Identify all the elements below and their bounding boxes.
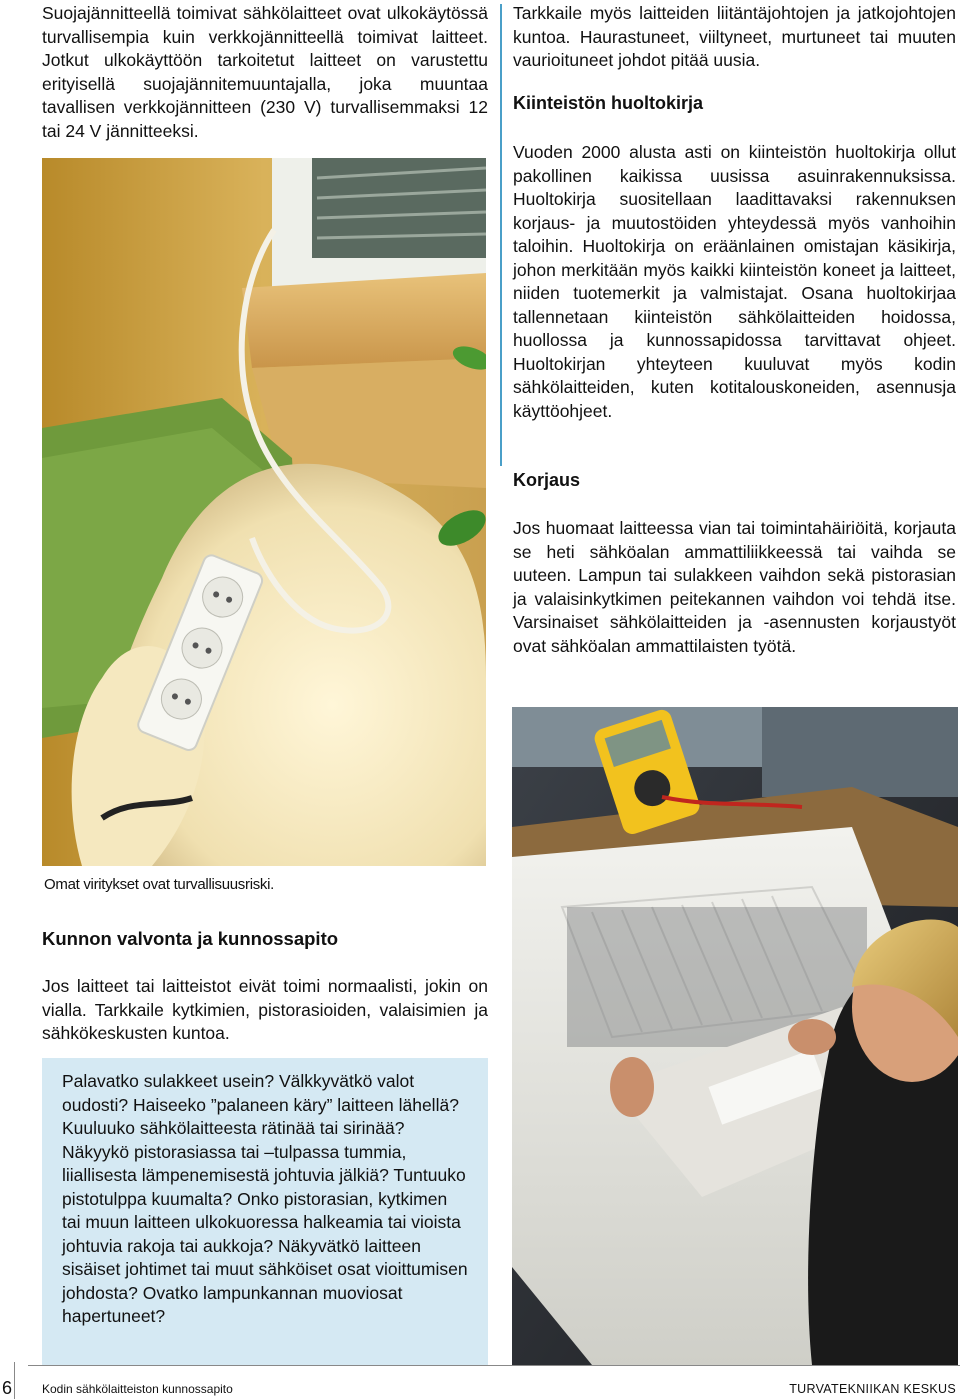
column-divider: [500, 4, 502, 466]
photo-extension-cord: [42, 158, 486, 866]
photo-caption: Omat viritykset ovat turvallisuusriski.: [44, 876, 275, 893]
intro-paragraph-right: Tarkkaile myös laitteiden liitäntäjohtojen ja jatkojohtojen kuntoa. Haurastuneet, viiltyneet, murtuneet tai muuten vaurioituneet johdot pitää uusia.: [513, 3, 956, 70]
footer-document-title: Kodin sähkölaitteiston kunnossapito: [42, 1382, 233, 1396]
paragraph-korjaus: Jos huomaat laitteessa vian tai toimintahäiriöitä, korjauta se heti sähköalan ammattiliikkeessä tai vaihda se uuteen. Lampun tai sulakkeen vaihdon sekä pistorasian ja valaisinkytkimen peitekannen vaihdon voi tehdä itse. Varsinaiset sähkölaitteiden ja -asennusten korjaustyöt ovat sähköalan ammattilaisten työtä.: [513, 518, 956, 656]
page-number: 6: [2, 1378, 13, 1398]
heading-kunnon-valvonta: Kunnon valvonta ja kunnossapito: [42, 928, 339, 949]
page-tab-line: [14, 1362, 15, 1399]
photo-dishwasher-repair: [512, 707, 958, 1365]
footer-publisher: TURVATEKNIIKAN KESKUS: [789, 1382, 956, 1396]
photo-dishwasher-repair-illustration: [512, 707, 958, 1365]
paragraph-kunnon-valvonta: Jos laitteet tai laitteistot eivät toimi normaalisti, jokin on vialla. Tarkkaile kytkimien, pistorasioiden, valaisimien ja sähkökeskusten kuntoa.: [42, 976, 488, 1043]
paragraph-huoltokirja: Vuoden 2000 alusta asti on kiinteistön huoltokirja ollut pakollinen kaikissa uusissa asuinrakennuksissa. Huoltokirja suositellaan laadittavaksi rakennuksen korjaus- ja muutostöiden yhteydessä myös vanhoihin taloihin. Huoltokirja on eräänlainen omistajan käsikirja, johon merkitään myös kaikki kiinteistön koneet ja laitteet, niiden tuotemerkit ja valmistajat. Osana huoltokirjaa tallennetaan kiinteistön sähkölaitteiden hoidossa, huollossa ja kunnossapidossa tarvittavat ohjeet. Huoltokirjan yhteyteen kuuluvat myös kodin sähkölaitteiden, kuten kotitalouskoneiden, asennusja käyttöohjeet.: [513, 142, 956, 421]
heading-huoltokirja: Kiinteistön huoltokirja: [513, 93, 704, 113]
intro-paragraph-left: Suojajännitteellä toimivat sähkölaitteet ovat ulkokäytössä turvallisempia kuin verkkojännitteellä toimivat laitteet. Jotkut ulkokäyttöön tarkoitetut laitteet on varustettu erityisellä suojajännitemuuntajalla, joka muuntaa tavallisen verkkojännitteen (230 V) turvallisemmaksi 12 tai 24 V jännitteeksi.: [42, 3, 488, 141]
footer-rule: [28, 1365, 960, 1366]
heading-korjaus: Korjaus: [513, 470, 581, 490]
checklist-infobox: [42, 1058, 488, 1365]
infobox-text: Palavatko sulakkeet usein? Välkkyvätkö valot oudosti? Haiseeko ”palaneen käry” laitteen lähellä? Kuuluuko sähkölaitteesta rätinää tai sirinää? Näkyykö pistorasiassa tai –tulpassa tummia, liiallisesta lämpenemisestä johtuvia jälkiä? Tuntuuko pistotulppa kuumalta? Onko pistorasian, kytkimen tai muun laitteen ulkokuoressa halkeamia tai vioista johtuvia rakoja tai aukkoja? Näkyvätkö laitteen sisäiset johtimet tai muut sähköiset osat vioittumisen johdosta? Ovatko lampunkannan muoviosat hapertuneet?: [62, 1071, 468, 1326]
photo-extension-cord-illustration: [42, 158, 486, 866]
